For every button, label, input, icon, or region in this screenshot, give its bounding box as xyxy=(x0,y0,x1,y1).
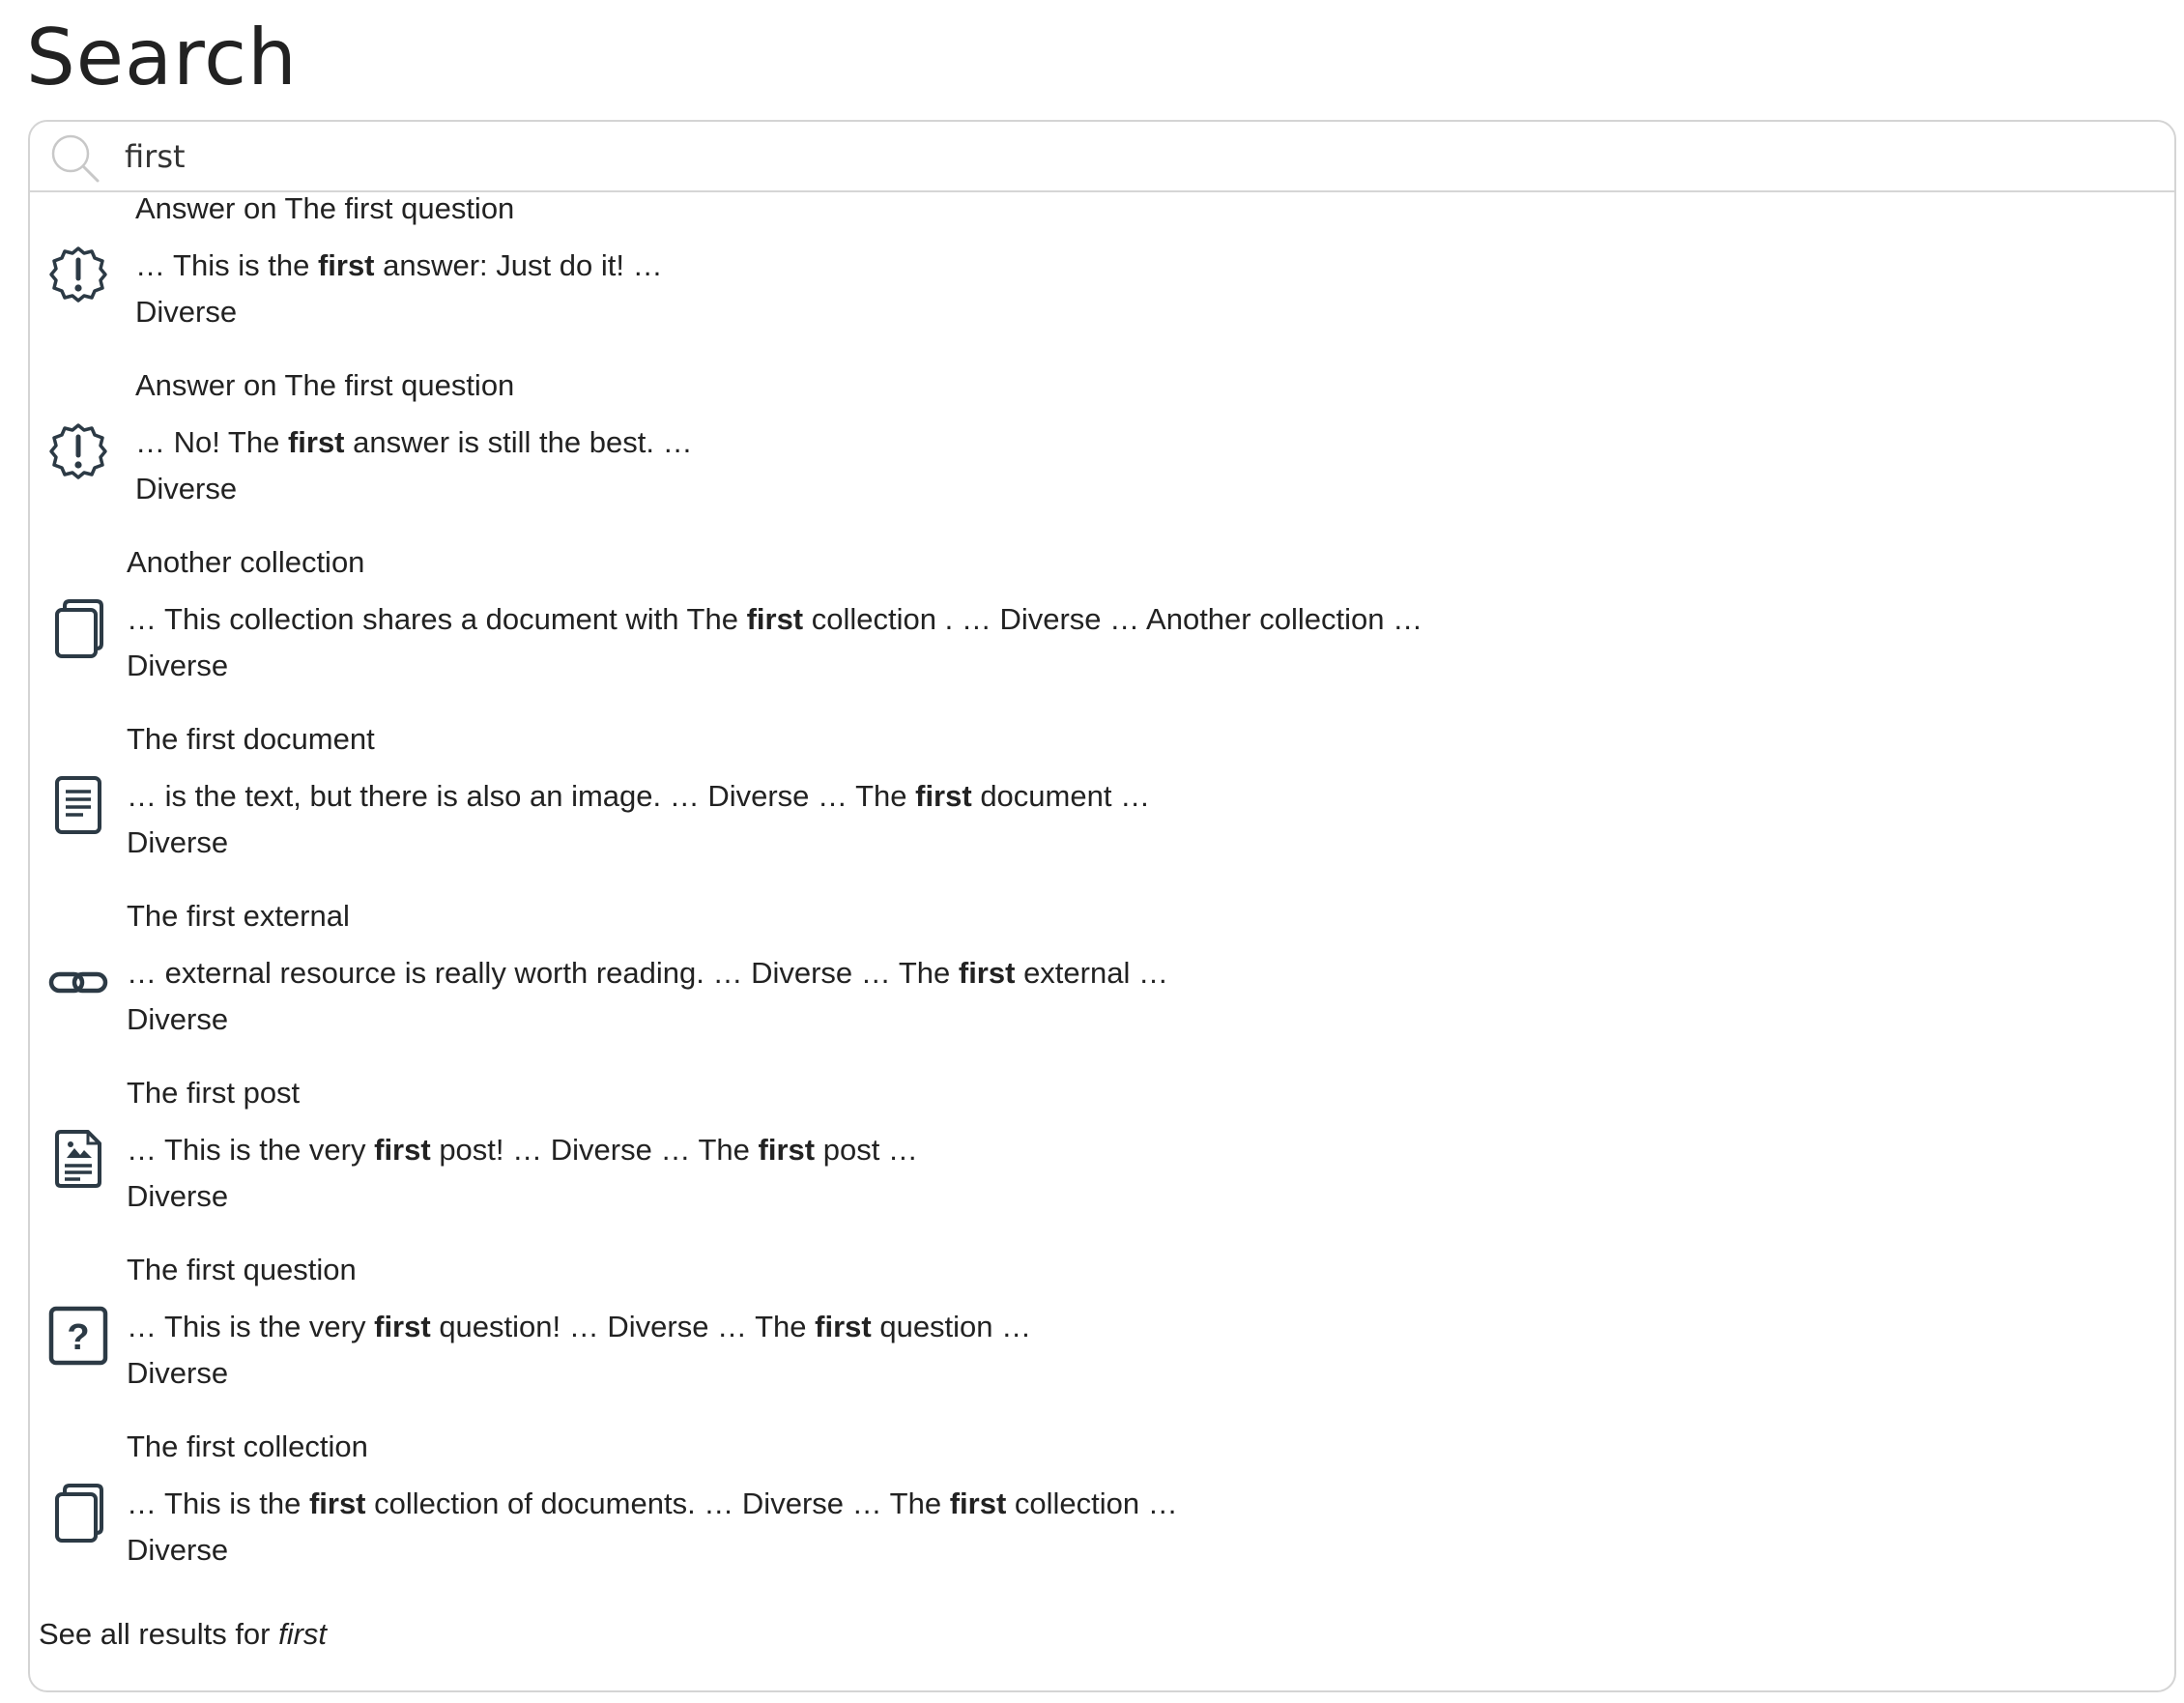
result-title: Another collection xyxy=(127,545,365,579)
result-category: Diverse xyxy=(127,1179,229,1213)
page-title: Search xyxy=(26,13,298,102)
result-snippet: … This is the first collection of documents. … Diverse … The first collection … xyxy=(127,1487,1178,1520)
result-title: The first collection xyxy=(127,1429,368,1463)
svg-text:?: ? xyxy=(67,1317,90,1358)
see-all-results-link[interactable]: See all results for first xyxy=(39,1617,328,1651)
search-result-item[interactable] xyxy=(30,1076,2174,1253)
highlighted-term: first xyxy=(758,1133,816,1167)
link-icon xyxy=(47,951,109,1013)
highlighted-term: first xyxy=(287,425,345,459)
document-icon xyxy=(47,774,109,836)
search-result-item[interactable] xyxy=(30,368,2174,545)
search-icon xyxy=(47,130,101,185)
question-icon xyxy=(47,1305,109,1367)
search-bar xyxy=(30,122,2174,192)
see-all-query: first xyxy=(278,1617,328,1651)
result-title: The first external xyxy=(127,899,350,933)
alert-badge-icon xyxy=(47,420,109,482)
result-category: Diverse xyxy=(127,825,229,859)
search-result-item[interactable] xyxy=(30,1429,2174,1606)
highlighted-term: first xyxy=(374,1133,431,1167)
result-snippet: … No! The first answer is still the best. … xyxy=(135,425,693,459)
result-category: Diverse xyxy=(135,472,238,505)
result-title: The first question xyxy=(127,1253,357,1286)
collection-icon xyxy=(47,1482,109,1544)
result-snippet: … is the text, but there is also an image. … Diverse … The first document … xyxy=(127,779,1151,813)
highlighted-term: first xyxy=(815,1310,872,1343)
search-result-item[interactable] xyxy=(30,722,2174,899)
result-title: The first post xyxy=(127,1076,301,1110)
search-result-item[interactable] xyxy=(30,1253,2174,1429)
result-title: The first document xyxy=(127,722,375,756)
search-result-item[interactable] xyxy=(30,191,2174,368)
result-snippet: … external resource is really worth reading. … Diverse … The first external … xyxy=(127,956,1168,990)
result-snippet: … This is the very first post! … Diverse … The first post … xyxy=(127,1133,918,1167)
highlighted-term: first xyxy=(958,956,1016,990)
result-snippet: … This is the first answer: Just do it! … xyxy=(135,248,663,282)
result-snippet: … This collection shares a document with The first collection . … Diverse … Another collection … xyxy=(127,602,1423,636)
result-category: Diverse xyxy=(127,649,229,682)
alert-badge-icon xyxy=(47,244,109,305)
search-result-item[interactable] xyxy=(30,899,2174,1076)
highlighted-term: first xyxy=(949,1487,1007,1520)
result-title: Answer on The first question xyxy=(135,368,515,402)
search-result-item[interactable] xyxy=(30,545,2174,722)
highlighted-term: first xyxy=(746,602,804,636)
highlighted-term: first xyxy=(308,1487,366,1520)
collection-icon xyxy=(47,597,109,659)
result-category: Diverse xyxy=(127,1533,229,1567)
result-category: Diverse xyxy=(127,1356,229,1390)
search-dropdown xyxy=(28,120,2176,1692)
result-category: Diverse xyxy=(127,1002,229,1036)
highlighted-term: first xyxy=(317,248,375,282)
highlighted-term: first xyxy=(374,1310,431,1343)
highlighted-term: first xyxy=(915,779,972,813)
search-input[interactable] xyxy=(125,130,2135,184)
post-icon xyxy=(47,1128,109,1190)
result-category: Diverse xyxy=(135,295,238,329)
result-snippet: … This is the very first question! … Diverse … The first question … xyxy=(127,1310,1032,1343)
result-title: Answer on The first question xyxy=(135,191,515,225)
